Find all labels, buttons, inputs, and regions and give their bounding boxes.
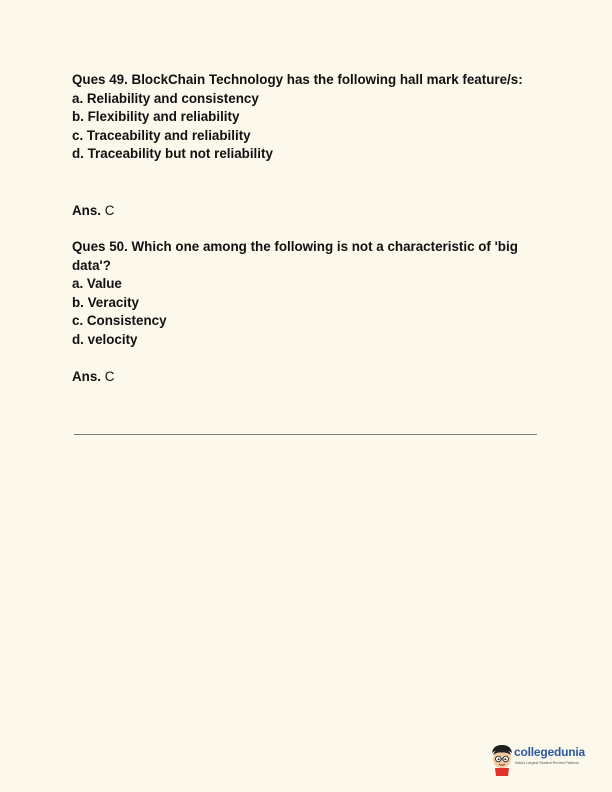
option-c: c. Consistency: [72, 313, 167, 329]
logo-wordmark: collegedunia: [514, 745, 585, 759]
option-a: a. Reliability and consistency: [72, 90, 259, 106]
collegedunia-logo: [489, 743, 589, 777]
question-title: Ques 49. BlockChain Technology has the following hall mark feature/s:: [72, 72, 523, 87]
option-c: c. Traceability and reliability: [72, 127, 251, 143]
option-list: [72, 90, 552, 164]
option-list: [72, 275, 552, 349]
option-a: a. Value: [72, 276, 122, 292]
horizontal-divider: [74, 434, 537, 435]
logo-tagline: India's Largest Student Review Platform: [515, 761, 579, 765]
option-d: d. velocity: [72, 331, 138, 347]
option-b: b. Veracity: [72, 294, 139, 310]
question-title: Ques 50. Which one among the following is not a characteristic of 'big data'?: [72, 239, 518, 273]
question-50: [72, 238, 552, 350]
question-49: [72, 71, 552, 164]
answer-value: C: [104, 203, 115, 218]
answer-value: C: [104, 369, 115, 384]
answer-49: [72, 202, 114, 221]
answer-50: [72, 368, 114, 387]
mascot-icon: [489, 743, 515, 777]
option-b: b. Flexibility and reliability: [72, 109, 240, 125]
answer-label: Ans.: [72, 369, 102, 384]
answer-label: Ans.: [72, 203, 102, 218]
option-d: d. Traceability but not reliability: [72, 146, 273, 162]
